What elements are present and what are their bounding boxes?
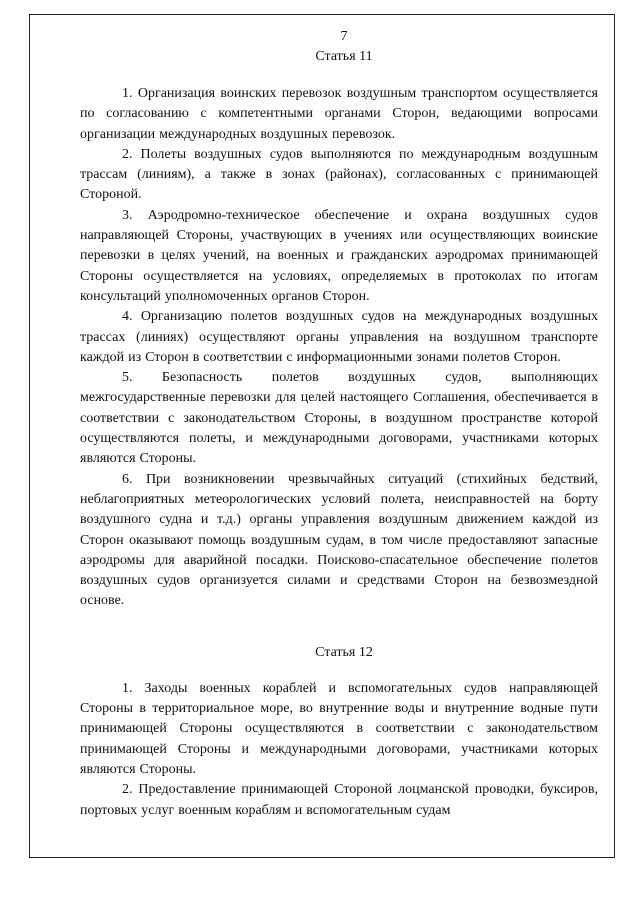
document-body	[80, 28, 598, 821]
article-11-paragraph-6: 6. При возникновении чрезвычайных ситуаций (стихийных бедствий, неблагоприятных метеорологических условий полета, неисправностей на борту воздушного судна и т.д.) органы управления воздушным движением каждой из Сторон оказывают помощь воздушным судам, в том числе предоставляют запасные аэродромы для аварийной посадки. Поисково-спасательное обеспечение полетов воздушных судов организуется силами и средствами Сторон на безвозмездной основе.	[80, 471, 598, 609]
article-12-paragraph-1: 1. Заходы военных кораблей и вспомогательных судов направляющей Стороны в территориальное море, во внутренние воды и внутренние водные пути принимающей Стороны осуществляются в соответствии с законодательством принимающей Стороны и международными договорами, участниками которых являются Стороны.	[80, 680, 598, 777]
article-11-paragraph-2: 2. Полеты воздушных судов выполняются по международным воздушным трассам (линиям), а также в зонах (районах), согласованных с принимающей Стороной.	[80, 146, 598, 203]
article-11-paragraph-5: 5. Безопасность полетов воздушных судов, выполняющих межгосударственные перевозки для целей настоящего Соглашения, обеспечивается в соответствии с законодательством Стороны, в воздушном пространстве которой осуществляются полеты, и международными договорами, участниками которых являются Стороны.	[80, 370, 598, 467]
article-11-paragraph-4: 4. Организацию полетов воздушных судов на международных воздушных трассах (линиях) осуществляют органы управления на воздушном транспорте каждой из Сторон в соответствии с информационными зонами полетов Сторон.	[80, 309, 598, 365]
page-number: 7	[340, 29, 348, 44]
article-11-paragraph-1: 1. Организация воинских перевозок воздушным транспортом осуществляется по согласованию с компетентными органами Сторон, ведающими вопросами организации международных воздушных перевозок.	[80, 86, 598, 142]
article-12-title: Статья 12	[315, 644, 373, 660]
article-11-paragraph-3: 3. Аэродромно-техническое обеспечение и охрана воздушных судов направляющей Стороны, участвующих в учениях или осуществляющих воинские перевозки в целях учений, на военных и гражданских аэродромах принимающей Стороны осуществляется на условиях, определяемых в протоколах по итогам консультаций уполномоченных органов Сторон.	[80, 207, 598, 304]
article-11-title: Статья 11	[315, 49, 373, 64]
article-12-paragraph-2: 2. Предоставление принимающей Стороной лоцманской проводки, буксиров, портовых услуг военным кораблям и вспомогательным судам	[80, 782, 598, 818]
